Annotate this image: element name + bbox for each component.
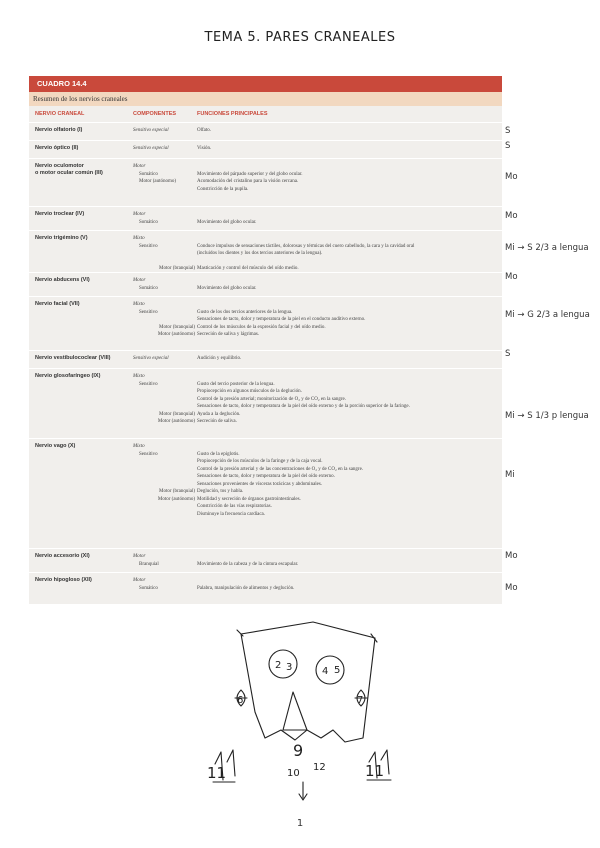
nerve-name — [35, 553, 127, 560]
table-row — [29, 158, 502, 206]
function-line: Sensaciones provenientes de vísceras torácicas y abdominales. — [197, 481, 323, 487]
table-label: CUADRO 14.4 — [29, 76, 502, 92]
table-row — [29, 572, 502, 604]
handwritten-note: Mo — [505, 211, 518, 221]
component-line — [133, 396, 195, 404]
component-line: Sensitivo — [139, 381, 158, 387]
table-row — [29, 438, 502, 548]
handwritten-note: Mo — [505, 583, 518, 593]
function-line: Constricción de las vías respiratorias. — [197, 504, 272, 509]
function-line: Sensaciones de tacto, dolor y temperatura de la piel del oído externo y de la porción superior de la faringe. — [197, 404, 410, 409]
function-line — [197, 258, 499, 266]
component-line: Motor — [133, 278, 146, 283]
function-line: Visión. — [197, 146, 212, 151]
component-line: Motor (branquial) — [159, 411, 195, 417]
table-column-headers — [29, 106, 502, 123]
component-line: Motor (autónomo) — [157, 419, 195, 424]
component-line: Motor — [133, 164, 146, 169]
nerve-functions — [197, 373, 499, 426]
function-line: Secreción de saliva y lágrimas. — [197, 332, 260, 337]
component-line — [133, 458, 195, 466]
component-line — [133, 250, 195, 258]
function-line — [197, 163, 499, 171]
function-line — [197, 373, 499, 381]
drawing-label: 11 — [365, 762, 385, 780]
component-line: Branquial — [139, 561, 159, 567]
nerve-name-line: o motor ocular común (III) — [35, 170, 103, 176]
drawing-label: 3 — [286, 662, 293, 673]
function-line: Movimiento del globo ocular. — [197, 219, 257, 225]
table-row — [29, 350, 502, 368]
function-line: Olfato. — [197, 128, 212, 133]
table-row — [29, 230, 502, 272]
nerve-functions — [197, 301, 499, 339]
nerve-name-line: Nervio oculomotor — [35, 163, 84, 169]
nerve-name-line: Nervio olfatorio (I) — [35, 127, 83, 133]
component-line: Mixto — [133, 444, 145, 449]
nerve-name — [35, 127, 127, 134]
nerve-name-line: Nervio hipogloso (XII) — [35, 577, 92, 583]
handwritten-note: Mi → S 2/3 a lengua — [505, 243, 589, 253]
function-line: Movimiento de la cabeza y de la cintura escapular. — [197, 561, 299, 567]
column-header-functions: FUNCIONES PRINCIPALES — [197, 111, 268, 117]
component-line: Motor — [133, 578, 146, 583]
table-row — [29, 296, 502, 350]
nerve-components — [133, 553, 195, 568]
function-line: Sensaciones de tacto, dolor y temperatura de la piel en el conducto auditivo externo. — [197, 317, 366, 322]
nerve-name-line: Nervio glosofaríngeo (IX) — [35, 373, 101, 379]
nerve-name — [35, 235, 127, 242]
handwritten-note: Mo — [505, 272, 518, 282]
component-line — [133, 481, 195, 489]
function-line — [197, 553, 499, 561]
table-subtitle: Resumen de los nervios craneales — [29, 92, 502, 106]
handwritten-note: S — [505, 141, 511, 151]
handwritten-note: Mo — [505, 551, 518, 561]
nerve-components — [133, 235, 195, 273]
component-line: Motor — [133, 554, 146, 559]
table-row — [29, 368, 502, 438]
nerve-name — [35, 163, 127, 177]
nerve-functions — [197, 235, 499, 273]
handwritten-note: Mi → S 1/3 p lengua — [505, 411, 589, 421]
nerve-functions — [197, 355, 499, 363]
nerve-name — [35, 211, 127, 218]
nerve-name-line: Nervio vago (X) — [35, 443, 76, 449]
page-title: TEMA 5. PARES CRANEALES — [204, 30, 396, 45]
function-line: Audición y equilibrio. — [197, 356, 242, 361]
function-line: Masticación y control del músculo del oído medio. — [197, 266, 299, 271]
component-line: Sensitivo — [139, 243, 158, 249]
column-header-components: COMPONENTES — [133, 111, 177, 117]
component-line: Motor (branquial) — [159, 489, 195, 494]
component-line: Sensitivo especial — [133, 356, 169, 361]
component-line: Sensitivo especial — [133, 128, 169, 133]
function-line: Propiocepción de los músculos de la faringe y de la caja vocal. — [197, 459, 323, 464]
component-line: Somático — [139, 285, 158, 291]
handwritten-note: Mi — [505, 470, 515, 480]
nerve-name — [35, 443, 127, 450]
function-line — [197, 577, 499, 585]
component-line: Sensitivo especial — [133, 146, 169, 151]
nerve-name-line: Nervio accesorio (XI) — [35, 553, 90, 559]
function-line — [197, 277, 499, 285]
nerve-name — [35, 577, 127, 584]
nerve-name-line: Nervio abducens (VI) — [35, 277, 90, 283]
component-line: Sensitivo — [139, 309, 158, 315]
nerve-components — [133, 301, 195, 339]
function-line — [197, 211, 499, 219]
component-line: Motor (autónomo) — [157, 332, 195, 337]
table-row — [29, 140, 502, 158]
function-line: Ayuda a la deglución. — [197, 411, 241, 417]
component-line: Somático — [139, 171, 158, 177]
nerve-name-line: Nervio óptico (II) — [35, 145, 79, 151]
component-line — [133, 466, 195, 474]
function-line: Control de los músculos de la expresión facial y del oído medio. — [197, 324, 326, 330]
function-line: Control de la presión arterial; monitorización de O₂ y de CO₂ en la sangre. — [197, 396, 346, 402]
drawing-label: 6 — [237, 695, 244, 706]
cranial-nerves-table — [29, 76, 502, 604]
nerve-functions — [197, 127, 499, 135]
nerve-functions — [197, 443, 499, 518]
component-line — [133, 258, 195, 266]
table-row — [29, 122, 502, 140]
function-line: Acomodación del cristalino para la visión cercana. — [197, 179, 299, 184]
function-line: Movimiento del párpado superior y del globo ocular. — [197, 171, 303, 177]
component-line: Sensitivo — [139, 451, 158, 457]
function-line: Sensaciones de tacto, dolor y temperatura de la piel del oído externo. — [197, 474, 335, 479]
nerve-components — [133, 355, 195, 363]
table-row — [29, 272, 502, 296]
nerve-name — [35, 355, 127, 362]
component-line: Mixto — [133, 236, 145, 241]
handwritten-note: Mo — [505, 172, 518, 182]
nerve-functions — [197, 277, 499, 292]
function-line — [197, 301, 499, 309]
nerve-name-line: Nervio trigémino (V) — [35, 235, 88, 241]
handwritten-note: S — [505, 126, 511, 136]
component-line — [133, 403, 195, 411]
drawing-label: 10 — [287, 768, 300, 779]
nerve-components — [133, 145, 195, 153]
nerve-functions — [197, 145, 499, 153]
component-line: Motor (branquial) — [159, 324, 195, 330]
nerve-name — [35, 373, 127, 380]
drawing-label: 4 — [322, 666, 329, 677]
function-line: Secreción de saliva. — [197, 419, 237, 424]
function-line: (incluidos los dientes y los dos tercios anteriores de la lengua). — [197, 251, 323, 256]
nerve-components — [133, 127, 195, 135]
drawing-label: 2 — [275, 660, 282, 671]
nerve-name — [35, 145, 127, 152]
component-line: Motor (branquial) — [159, 266, 195, 271]
component-line: Somático — [139, 585, 158, 591]
function-line: Gusto del tercio posterior de la lengua. — [197, 381, 275, 387]
component-line: Mixto — [133, 302, 145, 307]
function-line: Movimiento del globo ocular. — [197, 285, 257, 291]
table-row — [29, 548, 502, 572]
component-line: Motor (autónomo) — [157, 496, 195, 502]
component-line: Mixto — [133, 374, 145, 379]
nerve-functions — [197, 211, 499, 226]
nerve-functions — [197, 553, 499, 568]
nerve-components — [133, 163, 195, 186]
function-line: Palabra, manipulación de alimentos y deglución. — [197, 585, 295, 591]
function-line: Gusto de los dos tercios anteriores de la lengua. — [197, 309, 293, 315]
component-line — [133, 473, 195, 481]
nerve-name-line: Nervio troclear (IV) — [35, 211, 85, 217]
face-doodle — [195, 612, 405, 808]
column-header-nerve: NERVIO CRANEAL — [35, 111, 85, 117]
nerve-name-line: Nervio vestibulococlear (VIII) — [35, 355, 111, 361]
nerve-components — [133, 277, 195, 292]
nerve-components — [133, 577, 195, 592]
handwritten-note: S — [505, 349, 511, 359]
handwritten-note: Mi → G 2/3 a lengua — [505, 310, 590, 320]
nerve-functions — [197, 577, 499, 592]
nerve-components — [133, 373, 195, 426]
component-line: Motor — [133, 212, 146, 217]
function-line: Constricción de la pupila. — [197, 186, 249, 192]
table-row — [29, 206, 502, 230]
function-line: Conduce impulsos de sensaciones táctiles, dolorosas y térmicas del cuero cabelludo, la cara y la cavidad oral — [197, 243, 415, 249]
component-line — [133, 316, 195, 324]
function-line — [197, 235, 499, 243]
nerve-name — [35, 301, 127, 308]
drawing-label: 5 — [334, 665, 341, 676]
nerve-name — [35, 277, 127, 284]
page-number: 1 — [296, 818, 304, 829]
function-line: Control de la presión arterial y de las concentraciones de O₂ y de CO₂ en la sangre. — [197, 466, 364, 472]
function-line: Gusto de la epiglotis. — [197, 451, 240, 457]
function-line: Deglución, tos y habla. — [197, 489, 244, 494]
component-line: Somático — [139, 219, 158, 225]
function-line — [197, 443, 499, 451]
nerve-components — [133, 443, 195, 503]
function-line: Disminuye la frecuencia cardíaca. — [197, 511, 266, 517]
drawing-label: 9 — [293, 741, 304, 760]
drawing-label: 7 — [357, 695, 364, 706]
nerve-functions — [197, 163, 499, 193]
function-line: Motilidad y secreción de órganos gastrointestinales. — [197, 496, 301, 502]
nerve-name-line: Nervio facial (VII) — [35, 301, 80, 307]
drawing-label: 12 — [313, 762, 326, 773]
nerve-components — [133, 211, 195, 226]
function-line: Propiocepción en algunos músculos de la deglución. — [197, 389, 302, 394]
component-line: Motor (autónomo) — [139, 179, 177, 184]
component-line — [133, 388, 195, 396]
drawing-label: 11 — [207, 764, 227, 782]
